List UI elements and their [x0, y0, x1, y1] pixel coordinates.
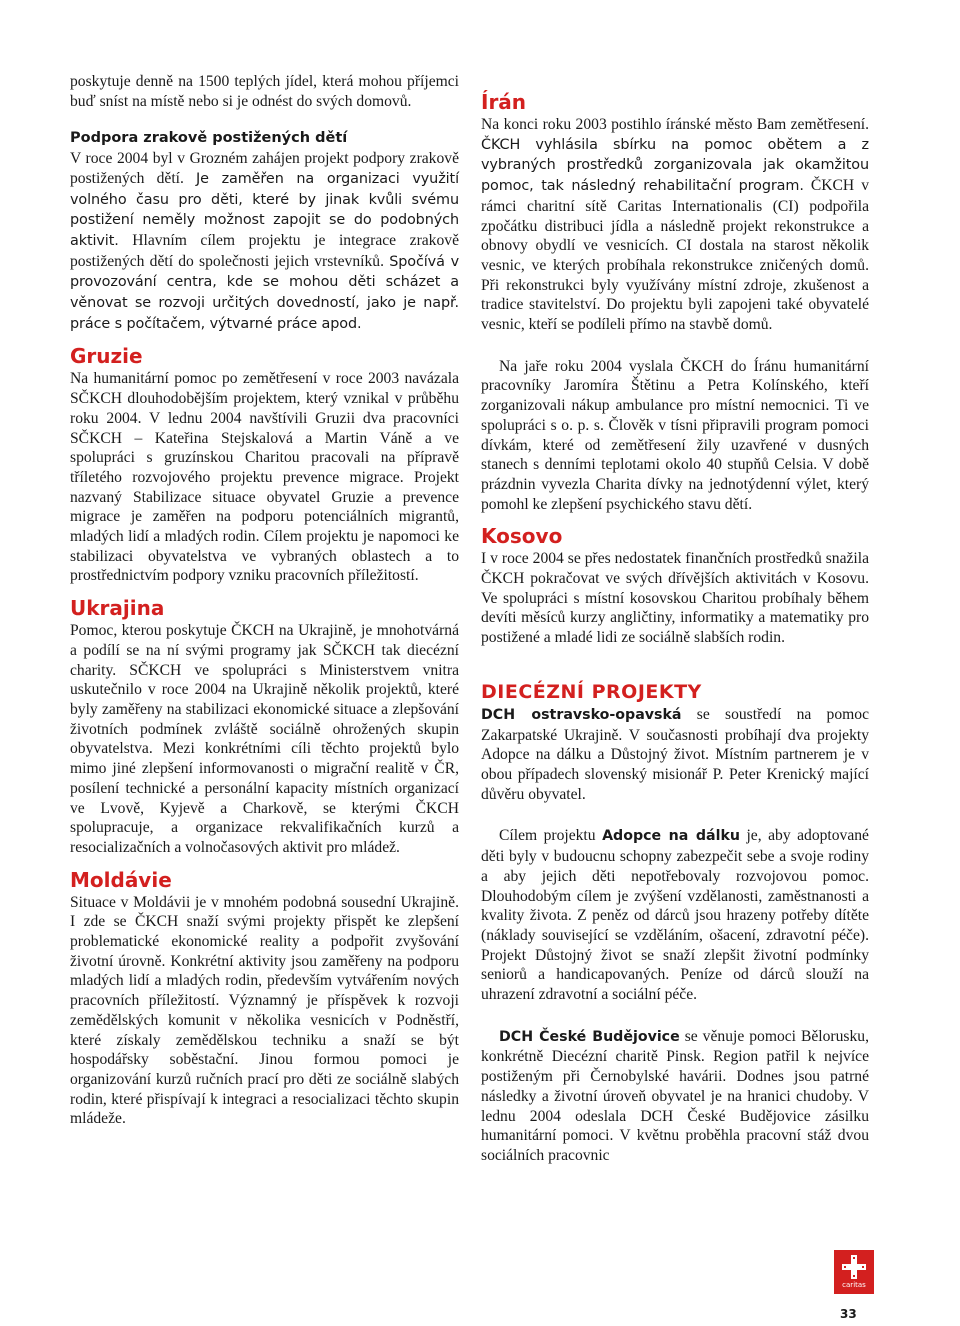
kosovo-paragraph: I v roce 2004 se přes nedostatek finančních prostředků snažila ČKCH pokračovat ve svých dřívějších aktivitách v Kosovu. Ve spolupráci s místní kosovskou Charitou probíhaly během devíti měsíců kurzy angličtiny, informatiky a matematiky pro postižené a mladé lidi ze sociálně slabších rodin. [481, 550, 869, 647]
adopce-text-a: Cílem projektu [499, 827, 603, 845]
page-number: 33 [840, 1307, 857, 1321]
intro-paragraph: poskytuje denně na 1500 teplých jídel, která mohou příjemci buď sníst na místě nebo si je odnést do svých domovů. [70, 73, 459, 110]
iran-paragraph-1 [481, 115, 869, 335]
caritas-logo [834, 1250, 874, 1294]
iran-text-b: ČKCH vyhlásila sbírku na pomoc obětem a z vybraných prostředků zorganizovala jak okamžitou pomoc, tak následný rehabilitační program. [481, 136, 869, 195]
dch-cb-text: se věnuje pomoci Bělorusku, konkrétně Diecézní charitě Pinsk. Region patřil k nejvíce postiženým při Černobylské havárii. Dodnes jsou patrné následky a životní úroveň obyvatel je na hranici chudoby. V lednu 2004 odeslala DCH České Budějovice zásilku humanitární pomoci. V květnu proběhla pracovní stáž dvou sociálních pracovnic [481, 1027, 869, 1164]
dch-ostrava-text: se soustředí na pomoc Zakarpatské Ukrajině. V současnosti probíhají dva projekty Adopce na dálku a Důstojný život. Místním partnerem je v obou případech slovenský misionář P. Peter Krenický mající důvěru obyvatel. [481, 705, 869, 803]
moldavie-paragraph: Situace v Moldávii je v mnohém podobná sousední Ukrajině. I zde se ČKCH snaží svými projekty přispět ke zlepšení problematické ekonomické reality a podpořit zvyšování životní úrovně. Konkrétní aktivity jsou zaměřeny na podporu mladých lidí a mladých rodin, především vytvářením nových pracovních příležitostí. Významný je příspěvek k rozvoji zemědělských komunit v několika vesnicích v Podněstří, které získaly zemědělskou techniku a snaží se být hospodářsky soběstační. Jinou formou pomoci je organizování kurzů ručních prací pro děti ze sociálně slabých rodin, které přispívají k integraci a resocializaci těchto skupin mládeže. [70, 893, 459, 1128]
caritas-cross-icon [841, 1254, 867, 1280]
dch-cb-paragraph [481, 1027, 869, 1166]
diecezni-projekty-heading: DIECÉZNÍ PROJEKTY [481, 680, 702, 703]
disabled-text-c: Hlavním cílem projektu je integrace zrakově postižených dětí do společnosti jejich vrstevníků. [70, 231, 459, 270]
disabled-children-paragraph [70, 149, 459, 334]
left-column [70, 72, 459, 1129]
iran-paragraph-2: Na jaře roku 2004 vyslala ČKCH do Íránu humanitární pracovníky Jaromíra Štětinu a Petra Kolínského, kteří zorganizovali nákup ambulance pro místní nemocnici. Ti ve spolupráci s o. p. s. Člověk v tísni připravili program pomoci dívkám, které od zemětřesení žily uzavřené v dusných stanech s denními teplotami okolo 40 stupňů Celsia. V době prázdnin vyvezla Charita dívky na jednotýdenní výlet, který pomohl ke zlepšení psychického stavu dětí. [481, 357, 869, 513]
ukrajina-heading: Ukrajina [70, 596, 165, 621]
ukrajina-paragraph: Pomoc, kterou poskytuje ČKCH na Ukrajině, je mnohotvárná a podílí se na ní svými programy jak SČKCH tak diecézní charity. SČKCH ve spolupráci s Ministerstvem vnitra uskutečnilo v roce 2004 na Ukrajině několik projektů, které byly zaměřeny na stabilizaci ekonomické situace a zlepšování životních podmínek zvláště sociálně ohrožených skupin obyvatelstva. Mezi konkrétními cíli těchto projektů bylo mimo jiné zlepšení informovanosti o migrační realitě v ČR, posílení technické a personální kapacity místních organizací ve Lvově, Kyjevě a Charkově, se kterými ČKCH spolupracuje, a organizace rekvalifikačních kurzů a resocializačních a volnočasových aktivit pro mládež. [70, 622, 459, 856]
disabled-text-d: Spočívá v provozování centra, kde se mohou děti scházet a věnovat se rozvoji určitých dovedností, jako je např. práce s počítačem, výtvarné práce apod. [70, 253, 459, 332]
iran-text-c: ČKCH v rámci charitní sítě Caritas Internationalis (CI) podpořila zpočátku distribuci jídla a následně projekt rekonstrukce a obnovy obydlí ve vesnicích. CI dostala na starost několik vesnic, ve kterých probíhala rekonstrukce zničených domů. Při rekonstrukci byly využívány místní zdroje, zkušenost a tradice stavitelství. Do projektu byli zapojeni také obyvatelé vesnic, kteří se podíleli přímo na stavbě domů. [481, 177, 870, 334]
kosovo-heading: Kosovo [481, 524, 563, 549]
adopce-bold: Adopce na dálku [602, 828, 740, 845]
disabled-text-a: V roce 2004 byl v Grozném zahájen projekt podpory zrakově postižených dětí. [70, 150, 459, 187]
moldavie-heading: Moldávie [70, 867, 172, 892]
iran-heading: Írán [481, 90, 527, 114]
adopce-paragraph [481, 826, 869, 1004]
dch-cb-name: DCH České Budějovice [499, 1028, 680, 1045]
disabled-children-heading: Podpora zrakově postižených dětí [70, 130, 348, 147]
right-column [481, 90, 869, 1166]
disabled-text-b: Je zaměřen na organizaci využití volného času pro děti, které by jinak kvůli svému postižení neměly možnost zapojit se do podobných aktivit. [70, 170, 459, 249]
iran-text-a: Na konci roku 2003 postihlo íránské město Bam zemětřesení. [481, 116, 869, 133]
caritas-logo-text: caritas [842, 1281, 866, 1289]
dch-ostrava-paragraph [481, 705, 869, 805]
dch-ostrava-name: DCH ostravsko-opavská [481, 706, 682, 723]
gruzie-paragraph: Na humanitární pomoc po zemětřesení v roce 2003 navázala SČKCH dlouhodobějším projektem, který vznikal v průběhu roku 2004. V lednu 2004 navštívili Gruzii dva pracovníci SČKCH – Kateřina Stejskalová a Martin Váně a ve spolupráci s gruzínskou Charitou pracovali na přípravě tříletého rozvojového projektu prevence migrace. Projekt nazvaný Stabilizace situace obyvatel Gruzie a prevence migrace je zaměřen na podporu potenciálních migrantů, mladých lidí a mladých rodin. Cílem projektu je napomoci ke stabilizaci obyvatelstva ve vybraných oblastech a to prostřednictvím podpory vzniku pracovních příležitostí. [70, 370, 459, 585]
gruzie-heading: Gruzie [70, 344, 143, 369]
adopce-text-b: je, aby adoptované děti byly v budoucnu schopny zabezpečit sebe a svoje rodiny a aby jejich děti nepotřebovaly rozvojovou pomoc. Dlouhodobým cílem je zvýšení vzdělanosti, zaměstnanosti a kvality života. Z peněz od dárců jsou hrazeny potřeby dítěte (náklady související se vzděláním, ošacení, zdravotní péče). Projekt Důstojný život se snaží zlepšit životní podmínky seniorů a handicapovaných. Peníze od dárců slouží na uhrazení zdravotní a sociální péče. [481, 827, 869, 1004]
